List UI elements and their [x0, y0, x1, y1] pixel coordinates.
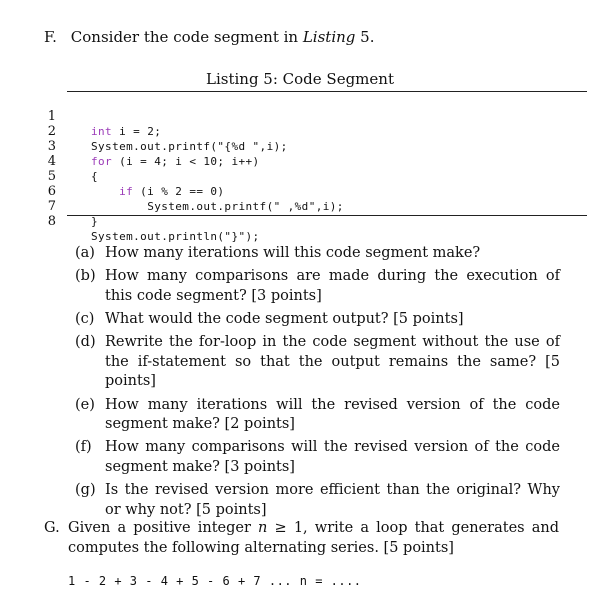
listing-top-rule — [67, 91, 587, 92]
code-text: (i = 4; i < 10; i++) — [112, 155, 260, 168]
code-text: System.out.println("}"); — [91, 230, 260, 243]
code-text: i = 2; — [112, 125, 162, 138]
question-text: Rewrite the for-loop in the code segment without the use of the if-statement so that the output remains the same? [5 points] — [105, 334, 560, 390]
section-g-text-before: Given a positive integer — [68, 520, 259, 536]
section-f-listing-ref: Listing — [302, 28, 356, 46]
line-number: 8 — [47, 214, 56, 229]
code-text: System.out.printf("{%d ",i); — [91, 140, 288, 153]
question-label: (a) — [75, 245, 95, 261]
question-text: Is the revised version more efficient than the original? Why or why not? [5 points] — [105, 482, 560, 518]
section-f-text-after: 5. — [360, 28, 375, 46]
line-number: 5 — [47, 169, 56, 184]
line-number: 6 — [47, 184, 56, 199]
line-number: 2 — [47, 124, 56, 139]
listing-caption: Listing 5: Code Segment — [206, 70, 394, 88]
section-g-prompt — [44, 519, 559, 558]
listing-bottom-rule — [67, 215, 587, 216]
section-f-prompt — [44, 28, 374, 46]
code-keyword: for — [91, 155, 113, 168]
question-label: (g) — [75, 482, 96, 499]
question-item — [75, 396, 560, 435]
line-number: 1 — [47, 109, 56, 124]
question-label: (f) — [75, 439, 92, 456]
code-listing — [38, 94, 588, 243]
line-number: 3 — [47, 139, 56, 154]
section-g-text-after: write a loop that generates and computes the following alternating series. [5 points] — [68, 520, 560, 556]
line-number: 4 — [47, 154, 56, 169]
question-label: (e) — [75, 396, 95, 413]
code-text: System.out.printf(" ,%d",i); — [147, 200, 344, 213]
section-g-math-rel: ≥ 1, — [267, 520, 315, 536]
question-list — [75, 244, 560, 524]
section-g-math-var: n — [258, 520, 268, 536]
code-keyword: if — [119, 185, 134, 198]
code-text: (i % 2 == 0) — [133, 185, 225, 198]
alternating-series: 1 - 2 + 3 - 4 + 5 - 6 + 7 ... n = .... — [68, 574, 362, 588]
question-text: How many iterations will this code segment make? — [105, 245, 481, 261]
code-text: } — [91, 215, 99, 228]
code-text: { — [91, 170, 99, 183]
code-line — [38, 199, 588, 243]
question-label: (c) — [75, 311, 95, 328]
section-g-letter: G. — [44, 520, 60, 536]
code-keyword: int — [91, 125, 113, 138]
question-item — [75, 438, 560, 477]
question-text: What would the code segment output? [5 points] — [105, 311, 464, 328]
question-label: (b) — [75, 268, 96, 285]
question-item — [75, 481, 560, 520]
question-item — [75, 310, 560, 330]
question-item — [75, 333, 560, 392]
question-label: (d) — [75, 334, 96, 351]
code-line — [38, 154, 588, 198]
question-text: How many iterations will the revised version of the code segment make? [2 points] — [105, 396, 560, 433]
question-text: How many comparisons are made during the execution of this code segment? [3 points] — [105, 268, 560, 304]
question-item — [75, 244, 560, 264]
question-text: How many comparisons will the revised version of the code segment make? [3 points] — [105, 439, 560, 475]
question-item — [75, 267, 560, 306]
section-f-text-before: Consider the code segment in — [70, 28, 303, 46]
line-number: 7 — [47, 199, 56, 214]
section-f-letter: F. — [44, 28, 57, 46]
code-line — [38, 94, 588, 138]
